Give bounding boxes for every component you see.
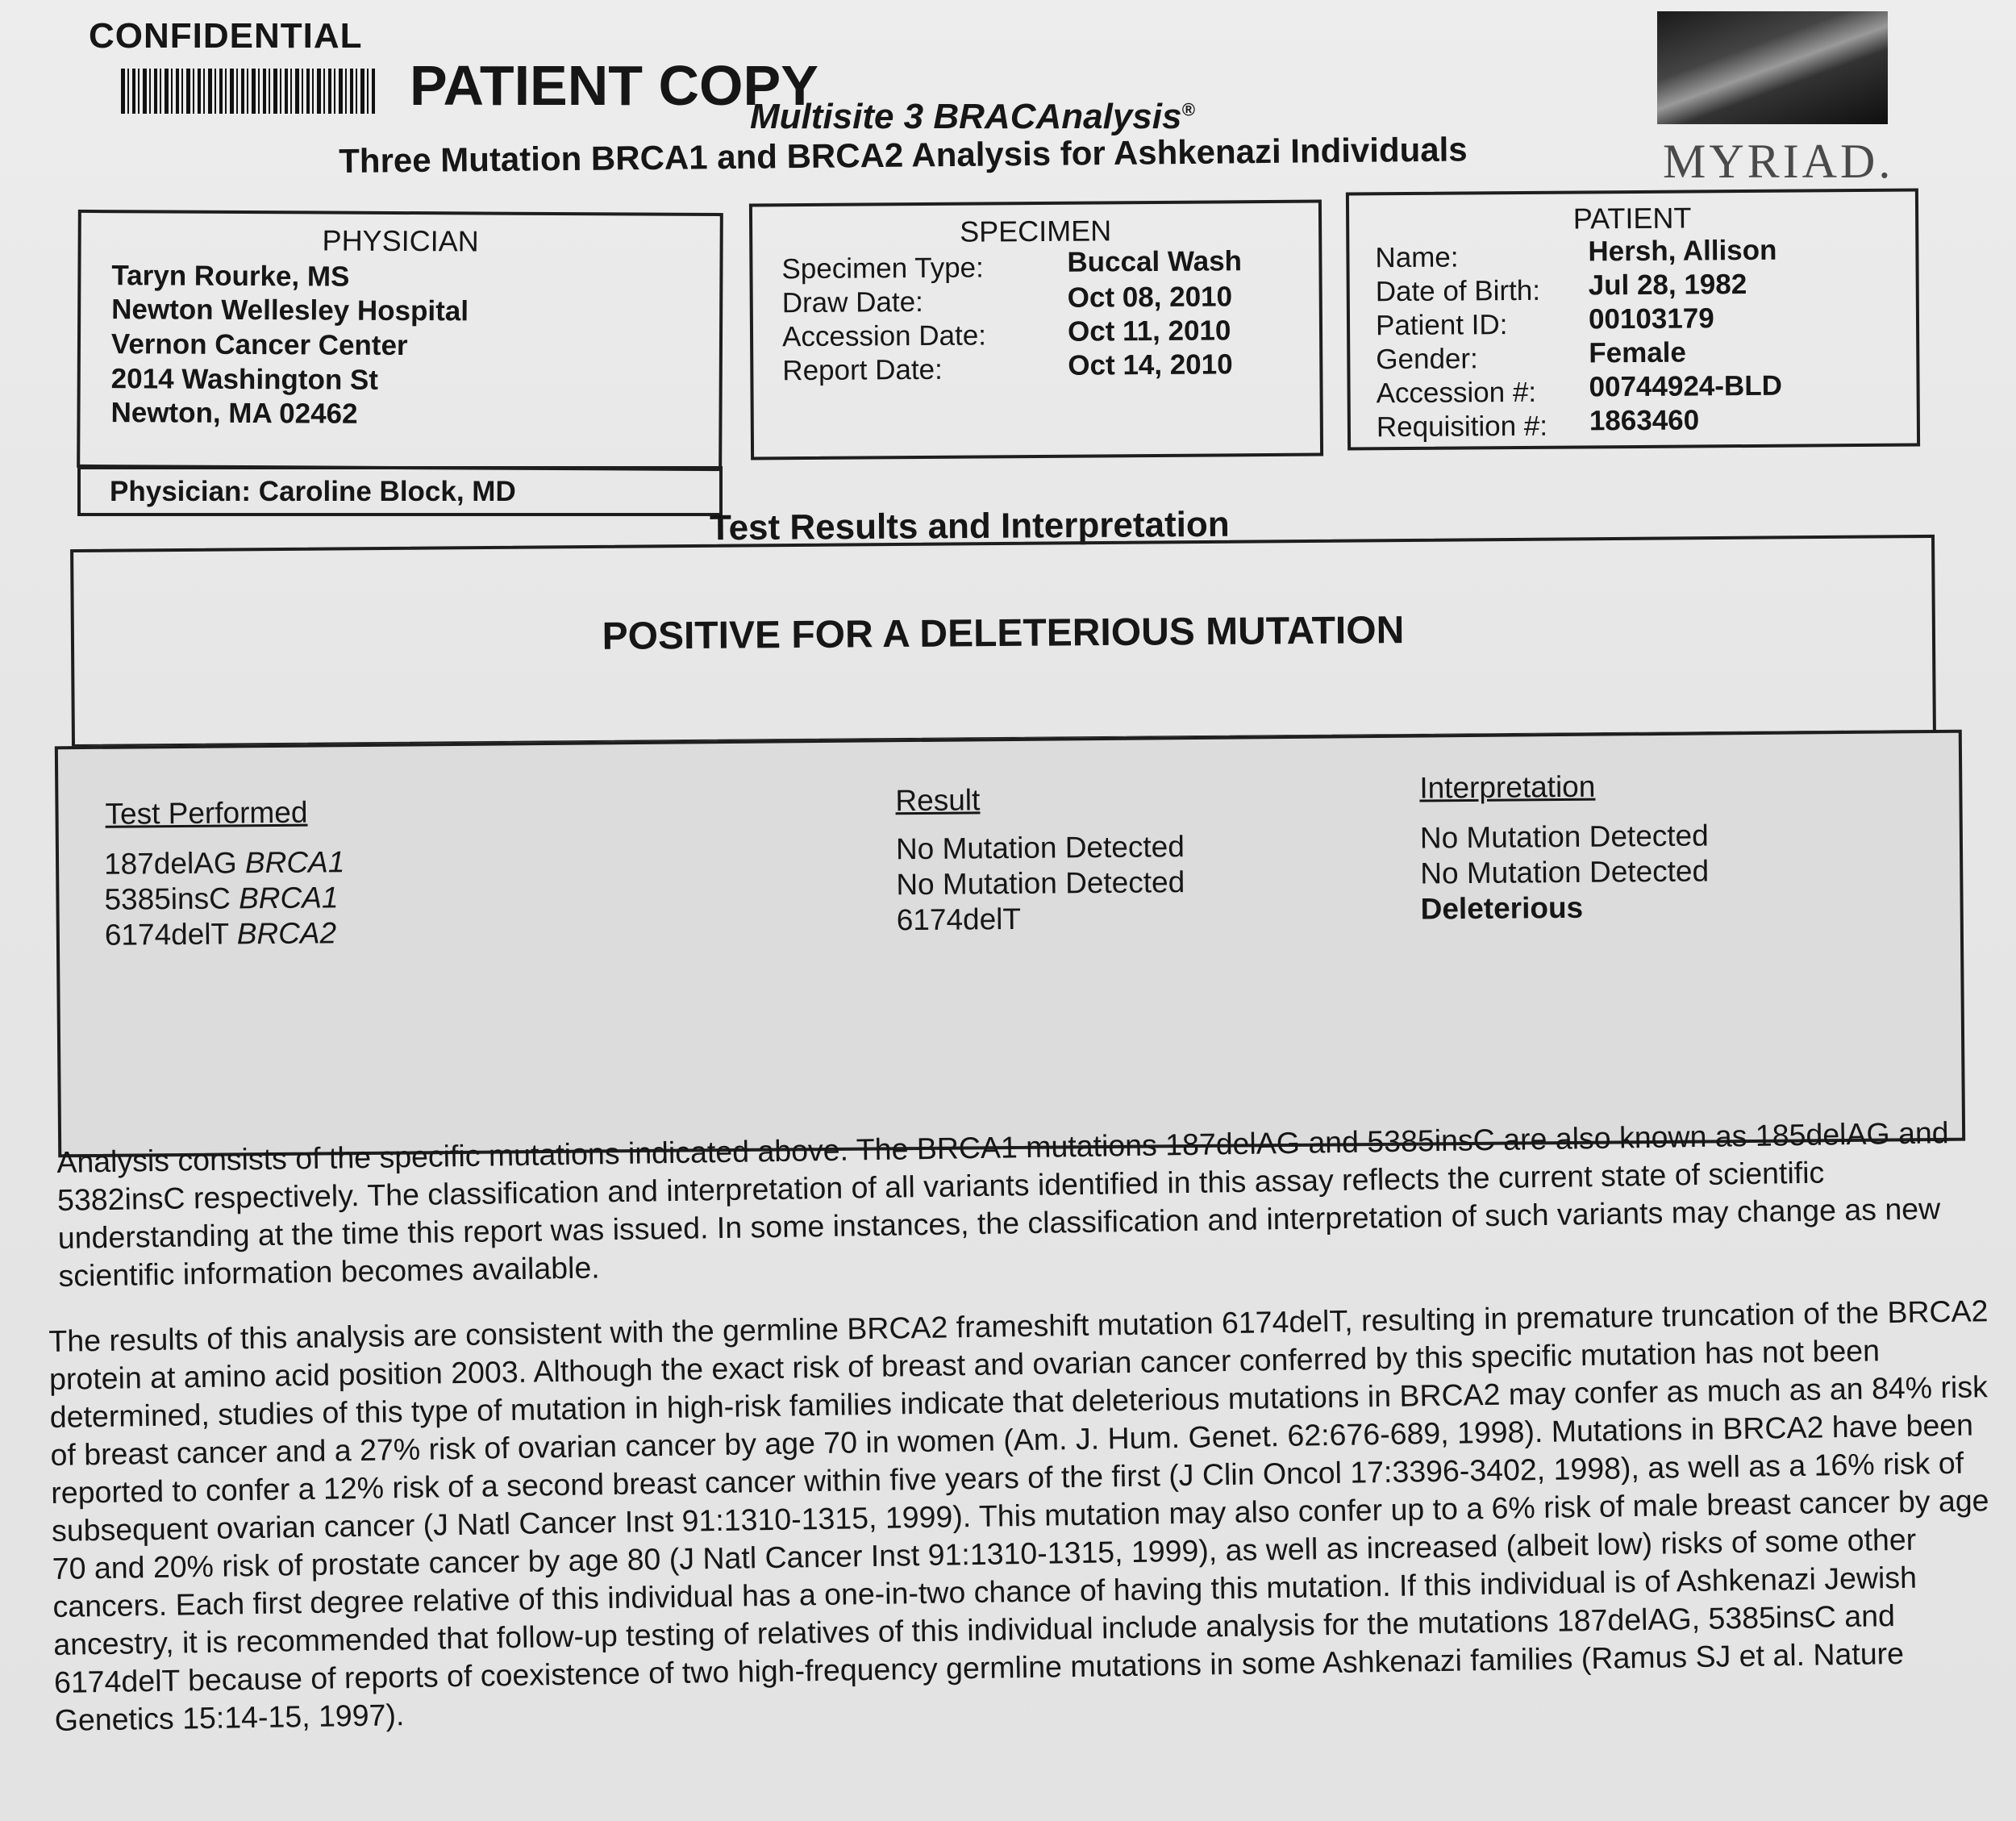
test-cell bbox=[105, 916, 337, 952]
gene-name: BRCA2 bbox=[236, 916, 337, 951]
ordering-physician-box bbox=[77, 466, 723, 516]
specimen-box-title: SPECIMEN bbox=[959, 214, 1112, 248]
result-cell: No Mutation Detected bbox=[895, 830, 1185, 866]
mutation-name: 187delAG bbox=[103, 846, 237, 881]
product-name-text: Multisite 3 BRACAnalysis bbox=[750, 97, 1182, 136]
myriad-logo-graphic bbox=[1657, 11, 1888, 124]
interpretation-cell: Deleterious bbox=[1420, 890, 1584, 926]
physician-box-title: PHYSICIAN bbox=[322, 223, 479, 258]
mutation-name: 6174delT bbox=[104, 917, 229, 952]
result-summary-box bbox=[70, 535, 1936, 748]
patient-box-title: PATIENT bbox=[1572, 201, 1692, 235]
physician-line: Vernon Cancer Center bbox=[110, 328, 408, 362]
specimen-label: Report Date: bbox=[782, 353, 943, 387]
registered-mark: ® bbox=[1181, 99, 1195, 120]
report-subtitle: Three Mutation BRCA1 and BRCA2 Analysis for Ashkenazi Individuals bbox=[339, 130, 1468, 180]
physician-line: Taryn Rourke, MS bbox=[111, 260, 350, 293]
specimen-value: Oct 14, 2010 bbox=[1068, 348, 1233, 381]
physician-line: 2014 Washington St bbox=[110, 363, 379, 396]
specimen-value: Oct 08, 2010 bbox=[1067, 281, 1233, 314]
column-header-result: Result bbox=[895, 783, 981, 818]
specimen-label: Specimen Type: bbox=[781, 252, 984, 285]
physician-line: Newton Wellesley Hospital bbox=[111, 294, 469, 327]
patient-label: Patient ID: bbox=[1375, 309, 1508, 342]
patient-label: Gender: bbox=[1376, 343, 1478, 376]
patient-label: Name: bbox=[1375, 241, 1459, 274]
myriad-logo-text: MYRIAD. bbox=[1663, 135, 1894, 188]
results-table bbox=[55, 730, 1965, 1158]
specimen-label: Accession Date: bbox=[781, 319, 987, 353]
patient-label: Requisition #: bbox=[1376, 410, 1548, 444]
patient-value: 00103179 bbox=[1588, 302, 1714, 335]
patient-label: Date of Birth: bbox=[1375, 274, 1541, 308]
analysis-paragraph: Analysis consists of the specific mutations indicated above. The BRCA1 mutations 187delAG and 5385insC are also known as 185delAG and 5382insC respectively. The classification and interpretation of all variants identified in this assay reflects the current state of scientific understanding at the time this report was issued. In some instances, the classification and interpretation of such variants may change as new scientific information becomes available. bbox=[56, 1115, 1949, 1293]
result-summary: POSITIVE FOR A DELETERIOUS MUTATION bbox=[602, 609, 1405, 658]
test-cell bbox=[104, 881, 338, 917]
patient-value: Hersh, Allison bbox=[1588, 234, 1777, 268]
patient-value: 00744924-BLD bbox=[1589, 369, 1783, 403]
interpretation-paragraph: The results of this analysis are consistent with the germline BRCA2 frameshift mutation 6174delT, resulting in premature truncation of the BRCA2 protein at amino acid position 2003. Although the exact risk of breast and ovarian cancer conferred by this specific mutation has not been determined, studies of this type of mutation in high-risk families indicate that deleterious mutations in BRCA2 may confer as much as an 84% risk of breast cancer and a 27% risk of ovarian cancer by age 70 in women (Am. J. Hum. Genet. 62:676-689, 1998). Mutations in BRCA2 have been reported to confer a 12% risk of a second breast cancer within five years of the first (J Clin Oncol 17:3396-3402, 1998), as well as a 16% risk of subsequent ovarian cancer (J Natl Cancer Inst 91:1310-1315, 1999). This mutation may also confer up to a 6% risk of male breast cancer by age 70 and 20% risk of prostate cancer by age 80 (J Natl Cancer Inst 91:1310-1315, 1999), as well as increased (albeit low) risks of some other cancers. Each first degree relative of this individual has a one-in-two chance of having this mutation. If this individual is of Ashkenazi Jewish ancestry, it is recommended that follow-up testing of relatives of this individual include analysis for the mutations 187delAG, 5385insC and 6174delT because of reports of coexistence of two high-frequency germline mutations in some Ashkenazi families (Ramus SJ et al. Nature Genetics 15:14-15, 1997). bbox=[48, 1294, 1989, 1737]
specimen-value: Buccal Wash bbox=[1067, 245, 1243, 278]
interpretation-cell: No Mutation Detected bbox=[1419, 819, 1709, 855]
gene-name: BRCA1 bbox=[244, 845, 345, 880]
physician-line: Newton, MA 02462 bbox=[110, 397, 358, 430]
results-heading: Test Results and Interpretation bbox=[709, 504, 1230, 548]
physician-box bbox=[77, 210, 723, 471]
barcode-icon bbox=[121, 69, 377, 114]
patient-value: Female bbox=[1589, 336, 1687, 369]
patient-box bbox=[1346, 189, 1920, 451]
result-cell: 6174delT bbox=[896, 902, 1022, 937]
specimen-value: Oct 11, 2010 bbox=[1067, 315, 1231, 348]
patient-label: Accession #: bbox=[1376, 376, 1537, 410]
product-name bbox=[750, 97, 1195, 137]
patient-value: 1863460 bbox=[1589, 404, 1700, 437]
column-header-test: Test Performed bbox=[105, 795, 308, 831]
test-cell bbox=[104, 845, 345, 881]
patient-value: Jul 28, 1982 bbox=[1588, 269, 1747, 302]
gene-name: BRCA1 bbox=[238, 881, 339, 915]
specimen-box bbox=[749, 200, 1323, 460]
result-cell: No Mutation Detected bbox=[896, 865, 1185, 902]
specimen-label: Draw Date: bbox=[781, 285, 923, 319]
ordering-physician: Physician: Caroline Block, MD bbox=[110, 476, 516, 507]
patient-copy-title: PATIENT COPY bbox=[410, 54, 818, 117]
mutation-name: 5385insC bbox=[104, 881, 231, 916]
interpretation-cell: No Mutation Detected bbox=[1420, 854, 1710, 890]
confidential-label: CONFIDENTIAL bbox=[89, 16, 363, 56]
column-header-interpretation: Interpretation bbox=[1419, 769, 1596, 805]
